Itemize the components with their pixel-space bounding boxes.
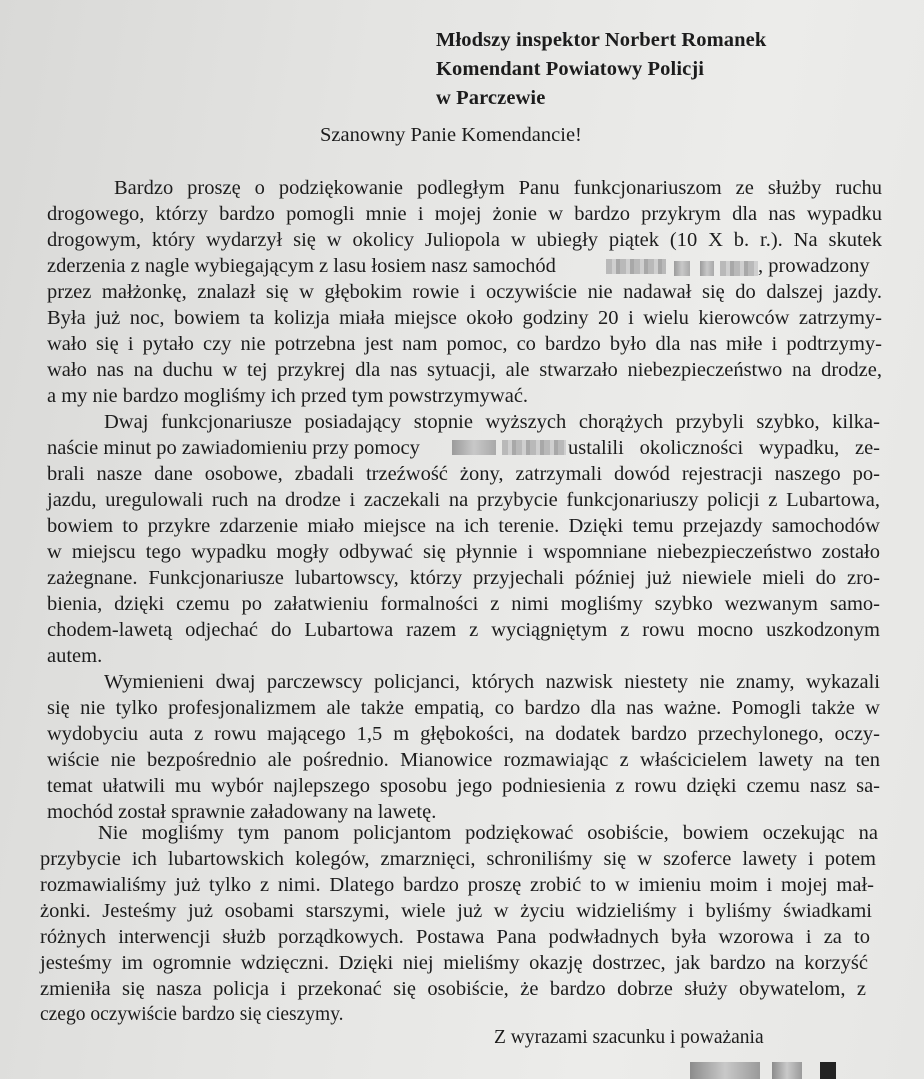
- redacted-plate-part: [700, 261, 714, 276]
- body-line: mochód został sprawnie załadowany na lawetę.: [47, 801, 437, 823]
- body-line: Dwaj funkcjonariusze posiadający stopnie wyższych chorążych przybyli szybko, kilka-: [104, 411, 880, 433]
- body-line: chodem-lawetą odjechać do Lubartowa razem z wyciągniętym z rowu mocno uszkodzonym: [47, 619, 880, 641]
- body-line: Bardzo proszę o podziękowanie podległym Panu funkcjonariuszom ze służby ruchu: [114, 177, 882, 199]
- body-line: wiście nie bezpośrednio ale pośrednio. Mianowice rozmawiając z właścicielem lawety na ten: [47, 749, 880, 771]
- body-line: zażegnane. Funkcjonariusze lubartowscy, którzy przyjechali później już niewiele mieli do zro-: [47, 567, 880, 589]
- body-line-part: zderzenia z nagle wybiegającym z lasu łosiem nasz samochód: [47, 255, 556, 277]
- body-line: Wymienieni dwaj parczewscy policjanci, których nazwisk niestety nie znamy, wykazali: [104, 671, 880, 693]
- body-line-part: , prowadzony: [758, 255, 870, 277]
- body-line: jesteśmy im ogromnie wdzięczni. Dzięki niej mieliśmy okazję dostrzec, jak bardzo na korzyść: [40, 952, 868, 974]
- body-line: się nie tylko profesjonalizmem ale także empatią, co bardzo dla nas ważne. Pomogli także w: [47, 697, 880, 719]
- body-line: drogowego, którzy bardzo pomogli mnie i mojej żonie w bardzo przykrym dla nas wypadku: [47, 203, 882, 225]
- body-line-part: naście minut po zawiadomieniu przy pomocy: [47, 437, 420, 459]
- addressee-name: Młodszy inspektor Norbert Romanek: [436, 29, 767, 51]
- closing-formula: Z wyrazami szacunku i poważania: [494, 1027, 764, 1048]
- salutation: Szanowny Panie Komendancie!: [320, 124, 582, 146]
- body-line: temat ułatwili mu wybór najlepszego sposobu jego podniesienia z rowu dzięki czemu nasz sa-: [47, 775, 880, 797]
- body-line: przez małżonkę, znalazł się w głębokim rowie i oczywiście nie nadawał się do dalszej jazdy.: [47, 281, 882, 303]
- redacted-signature: [690, 1062, 760, 1079]
- redacted-equipment: [502, 440, 566, 455]
- addressee-location: w Parczewie: [436, 87, 546, 109]
- body-line: wało się i pytało czy nie potrzebna jest nam pomoc, co bardzo było dla nas miłe i podtrzymy-: [47, 333, 882, 355]
- redacted-equipment: [452, 440, 496, 455]
- body-line: a my nie bardzo mogliśmy ich przed tym powstrzymywać.: [47, 385, 529, 407]
- body-line-part: ustalili okoliczności wypadku, ze-: [568, 437, 880, 459]
- body-line: w miejscu tego wypadku mogły odbywać się płynnie i wspomniane niebezpieczeństwo zostało: [47, 541, 880, 563]
- body-line: wało nas na duchu w tej przykrej dla nas sytuacji, ale stwarzało niebezpieczeństwo na drodze,: [47, 359, 882, 381]
- body-line: zmieniła się nasza policja i przekonać się osobiście, że bardzo dobrze służy obywatelom, z: [40, 978, 866, 1000]
- body-line: Nie mogliśmy tym panom policjantom podziękować osobiście, bowiem oczekując na: [98, 822, 878, 844]
- redacted-car-model: [606, 259, 666, 274]
- redacted-signature: [820, 1062, 836, 1079]
- redacted-signature: [772, 1062, 802, 1079]
- body-line: wydobyciu auta z rowu mającego 1,5 m głębokości, na dodatek bardzo przechylonego, oczy-: [47, 723, 880, 745]
- body-line: [47, 253, 556, 279]
- redacted-plate-part: [674, 261, 690, 276]
- body-line: Była już noc, bowiem ta kolizja miała miejsce około godziny 20 i wielu kierowców zatrzymy-: [47, 307, 882, 329]
- body-line: drogowym, który wydarzył się w okolicy Juliopola w ubiegły piątek (10 X b. r.). Na skutek: [47, 229, 882, 251]
- body-line: bienia, dzięki czemu po załatwieniu formalności z nimi mogliśmy szybko wezwanym samo-: [47, 593, 880, 615]
- body-line: jazdu, uregulowali ruch na drodze i zaczekali na przybycie funkcjonariuszy policji z Lubartowa,: [47, 489, 880, 511]
- body-line: przybycie ich lubartowskich kolegów, zmarznięci, schroniliśmy się w szoferce lawety i potem: [40, 848, 876, 870]
- body-line: czego oczywiście bardzo się cieszymy.: [40, 1004, 344, 1025]
- addressee-block: [436, 26, 766, 113]
- body-line: brali nasze dane osobowe, zbadali trzeźwość żony, zatrzymali dowód rejestracji naszego po-: [47, 463, 880, 485]
- body-line: rozmawialiśmy już tylko z nimi. Dlatego bardzo proszę zrobić to w imieniu moim i mojej mał-: [40, 874, 874, 896]
- body-line: różnych interwencji służb porządkowych. Postawa Pana podwładnych była wzorowa i za to: [40, 926, 870, 948]
- body-line: autem.: [47, 645, 103, 667]
- body-line: bowiem to przykre zdarzenie miało miejsce na ich terenie. Dzięki temu przejazdy samochodów: [47, 515, 880, 537]
- addressee-title: Komendant Powiatowy Policji: [436, 58, 705, 80]
- body-line: żonki. Jesteśmy już osobami starszymi, wiele już w życiu widzieliśmy i byliśmy świadkami: [40, 900, 872, 922]
- redacted-plate-part: [720, 261, 758, 276]
